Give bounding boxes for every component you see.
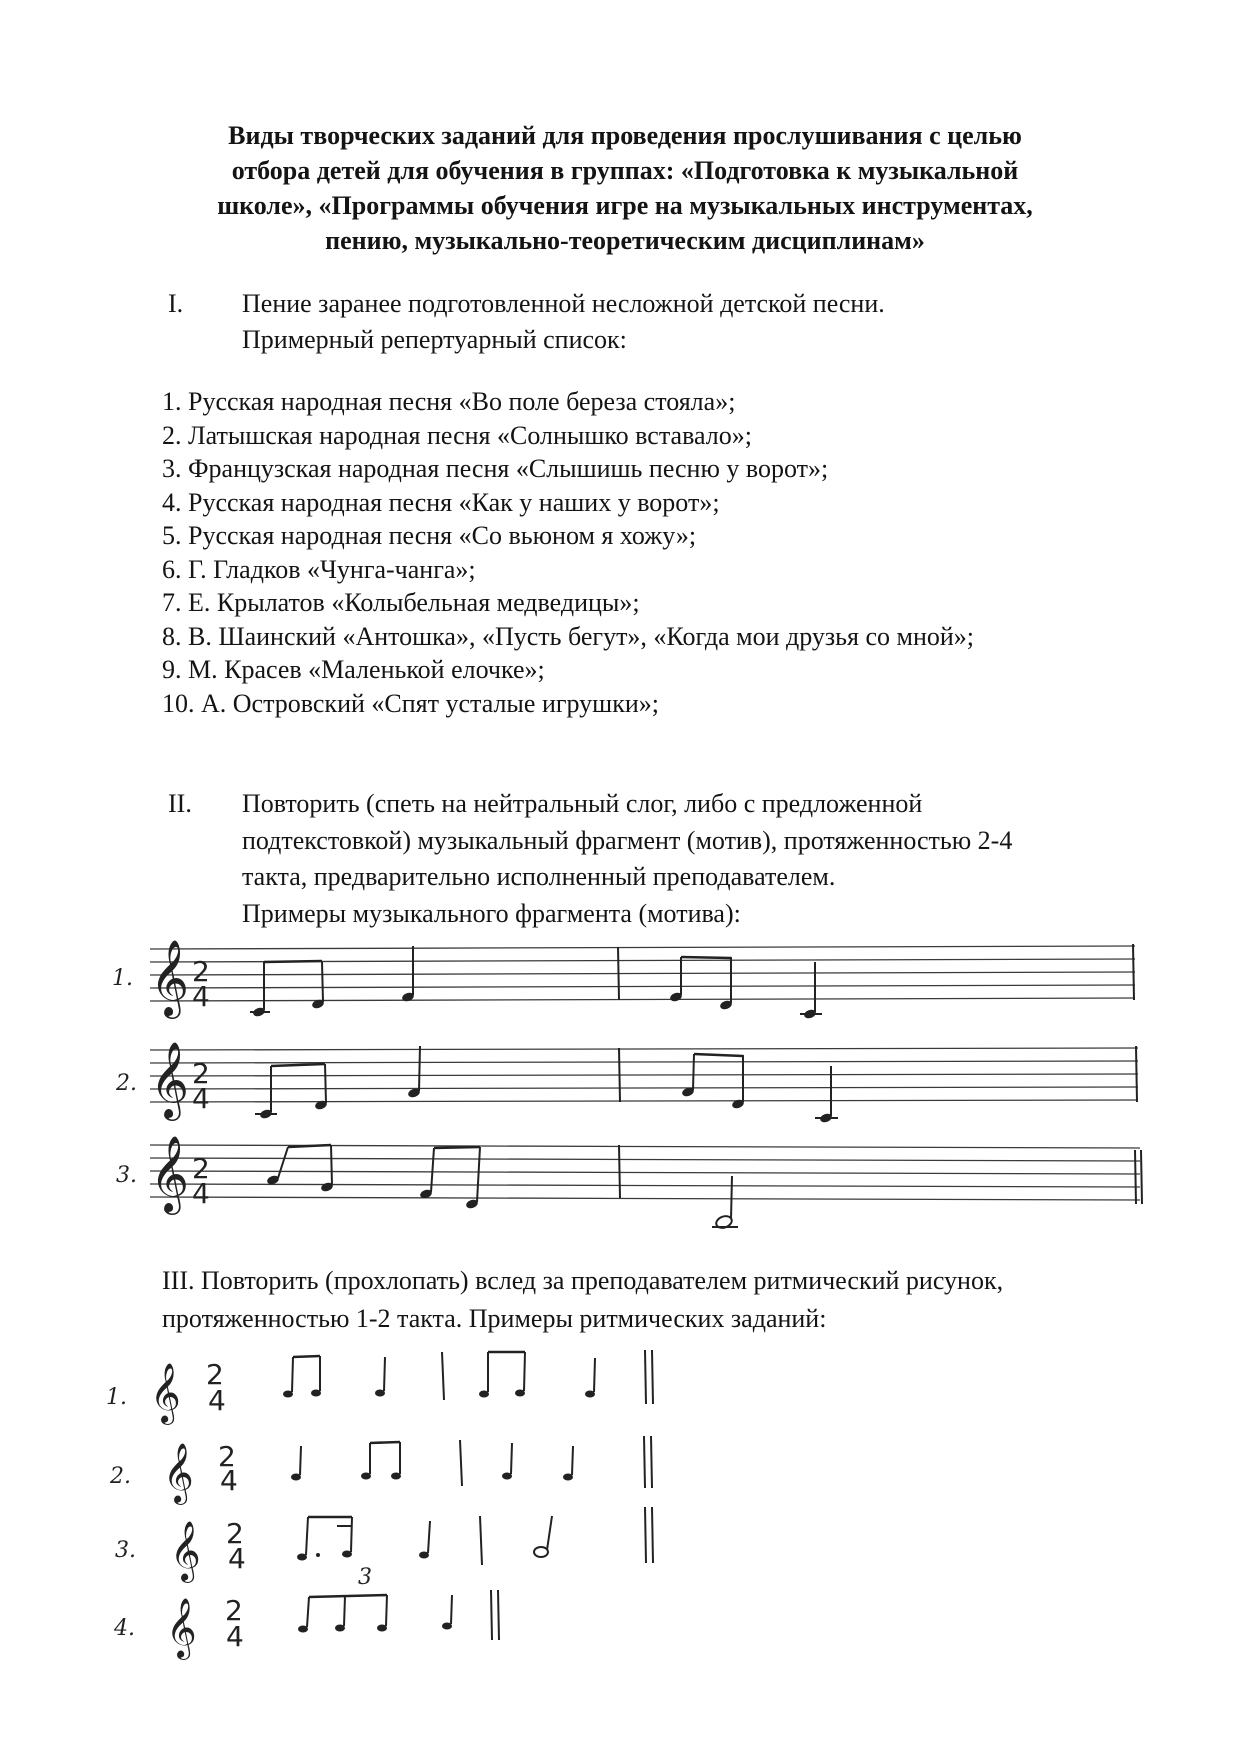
title-line: школе», «Программы обучения игре на музыкальных инструментах, <box>217 191 1033 220</box>
section-2-line: подтекстовкой) музыкальный фрагмент (мотив), протяженностью 2-4 <box>242 825 1013 855</box>
treble-clef-icon: 𝄞 <box>163 1443 194 1503</box>
example-label: 2. <box>110 1464 131 1489</box>
triplet-mark: 3 <box>358 1565 372 1590</box>
rhythm-notes <box>291 1436 652 1488</box>
section-1-numeral: I. <box>168 289 184 318</box>
section-1-line: Примерный репертуарный список: <box>242 325 627 354</box>
section-2-numeral: II. <box>168 789 192 818</box>
time-signature-bottom: 4 <box>192 980 210 1013</box>
section-3-line: III. Повторить (прохлопать) вслед за преподавателем ритмический рисунок, <box>162 1266 1004 1295</box>
title-line: отбора детей для обучения в группах: «Подготовка к музыкальной <box>231 156 1019 185</box>
section-1-line: Пение заранее подготовленной несложной детской песни. <box>242 289 885 318</box>
time-signature-top: 2 <box>225 1594 243 1627</box>
list-item: 2. Латышская народная песня «Солнышко вставало»; <box>162 420 752 450</box>
example-label: 2. <box>116 1071 137 1096</box>
section-3-line: протяженностью 1-2 такта. Примеры ритмических заданий: <box>162 1304 827 1333</box>
treble-clef-icon: 𝄞 <box>150 1041 190 1118</box>
list-item: 6. Г. Гладков «Чунга-чанга»; <box>162 554 476 584</box>
melodic-example-2 <box>115 1041 1138 1124</box>
music-notes <box>250 944 1134 1020</box>
treble-clef-icon: 𝄞 <box>150 1363 181 1423</box>
section-2-line: такта, предварительно исполненный преподавателем. <box>242 862 836 891</box>
rhythmic-example-3 <box>115 1507 653 1583</box>
melodic-example-3 <box>116 1135 1142 1230</box>
time-signature-bottom: 4 <box>228 1542 246 1575</box>
list-item: 7. Е. Крылатов «Колыбельная медведицы»; <box>162 588 640 617</box>
title-line: Виды творческих заданий для проведения прослушивания с целью <box>228 121 1022 150</box>
music-notes <box>266 1145 1142 1230</box>
example-label: 3. <box>116 1163 137 1188</box>
time-signature-top: 2 <box>192 1057 210 1090</box>
list-item: 8. В. Шаинский «Антошка», «Пусть бегут», «Когда мои друзья со мной»; <box>162 621 975 651</box>
time-signature-bottom: 4 <box>208 1384 226 1417</box>
list-item: 9. М. Красев «Маленькой елочке»; <box>162 655 545 684</box>
treble-clef-icon: 𝄞 <box>166 1598 197 1658</box>
list-item: 5. Русская народная песня «Со вьюном я хожу»; <box>162 521 697 550</box>
melodic-example-1 <box>112 939 1135 1020</box>
time-signature-top: 2 <box>192 1152 210 1185</box>
section-2-line: Повторить (спеть на нейтральный слог, либо с предложенной <box>242 789 923 818</box>
rhythm-notes <box>298 1565 499 1640</box>
treble-clef-icon: 𝄞 <box>150 1135 190 1212</box>
example-label: 1. <box>112 966 133 991</box>
rhythmic-example-1 <box>106 1350 653 1425</box>
title-line: пению, музыкально-теоретическим дисциплинам» <box>325 226 925 255</box>
rhythm-notes <box>297 1507 653 1565</box>
music-notes <box>255 1046 1137 1124</box>
section-2-line: Примеры музыкального фрагмента (мотива): <box>242 898 741 928</box>
time-signature-top: 2 <box>192 955 210 988</box>
example-label: 4. <box>114 1616 135 1641</box>
rhythm-notes <box>283 1350 653 1404</box>
staff <box>150 1048 1138 1102</box>
time-signature-bottom: 4 <box>220 1464 238 1497</box>
list-item: 4. Русская народная песня «Как у наших у ворот»; <box>162 487 720 517</box>
time-signature-top: 2 <box>206 1358 224 1391</box>
treble-clef-icon: 𝄞 <box>150 939 190 1016</box>
example-label: 3. <box>115 1538 136 1563</box>
time-signature-top: 2 <box>226 1517 244 1550</box>
time-signature-bottom: 4 <box>192 1177 210 1210</box>
treble-clef-icon: 𝄞 <box>170 1521 201 1581</box>
time-signature-top: 2 <box>218 1440 236 1473</box>
list-item: 10. А. Островский «Спят усталые игрушки»; <box>162 688 659 718</box>
staff <box>150 1145 1140 1200</box>
list-item: 1. Русская народная песня «Во поле береза стояла»; <box>162 387 736 416</box>
example-label: 1. <box>106 1385 127 1410</box>
time-signature-bottom: 4 <box>226 1620 244 1653</box>
time-signature-bottom: 4 <box>192 1082 210 1115</box>
list-item: 3. Французская народная песня «Слышишь песню у ворот»; <box>162 454 829 483</box>
rhythmic-example-2 <box>109 1436 652 1505</box>
staff <box>150 946 1135 1001</box>
